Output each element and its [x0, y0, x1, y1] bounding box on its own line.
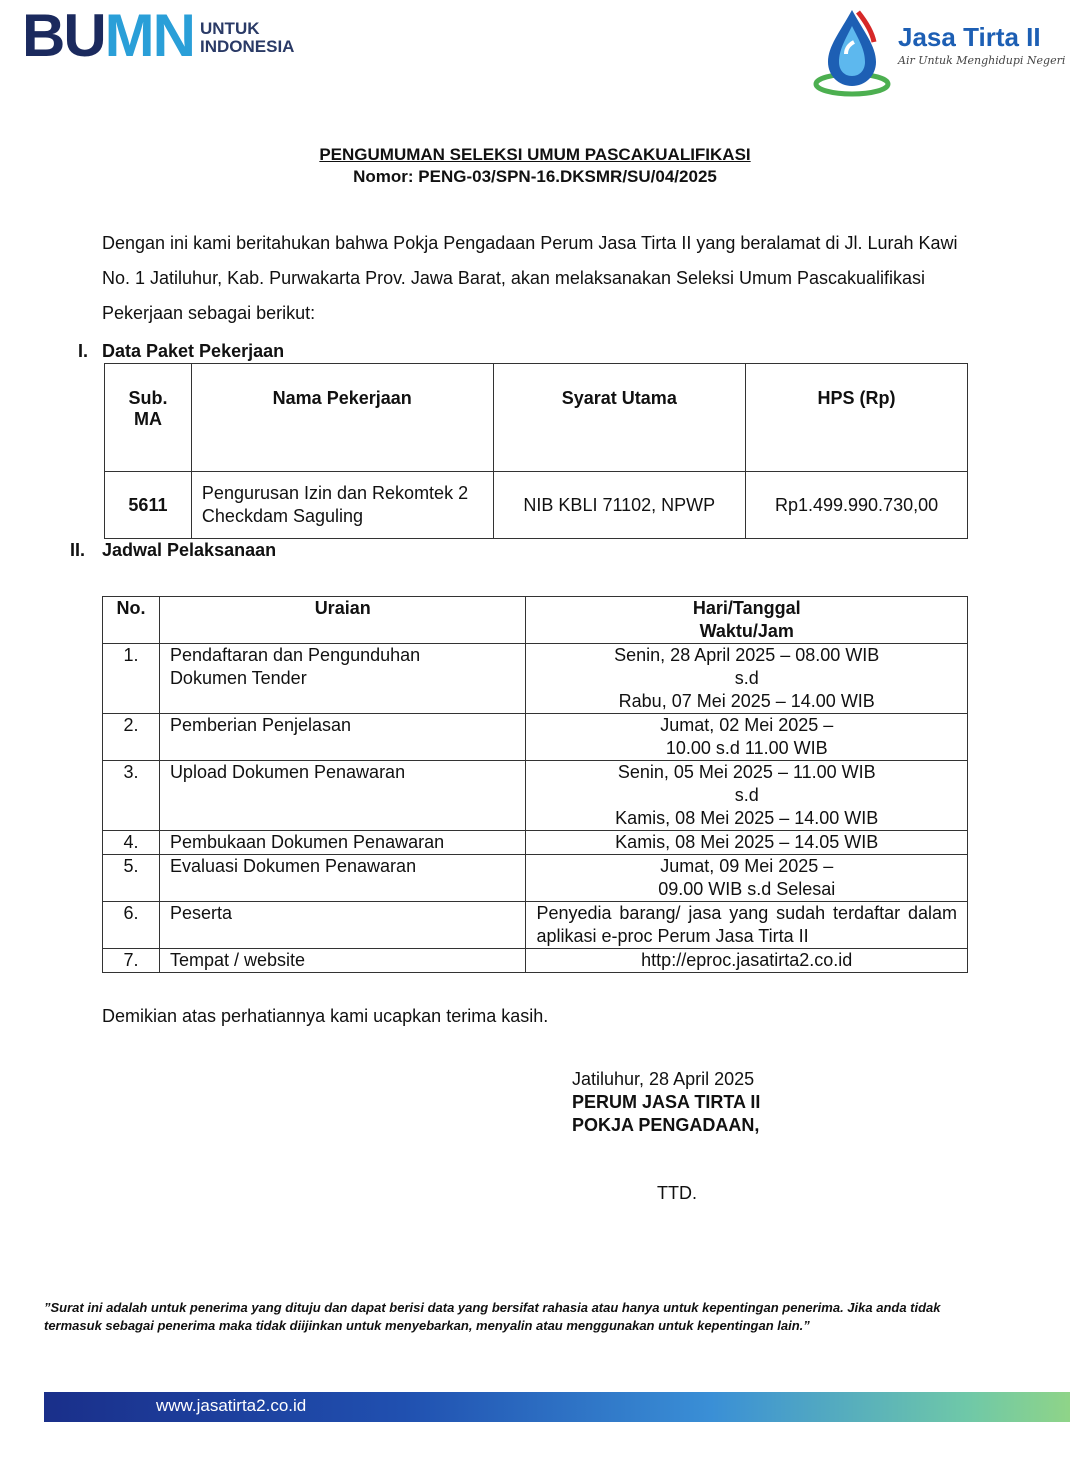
bumn-sub-line2: INDONESIA: [200, 37, 295, 56]
signature-place-date: Jatiluhur, 28 April 2025: [572, 1069, 755, 1089]
jadwal-waktu-line: Kamis, 08 Mei 2025 – 14.05 WIB: [615, 832, 879, 852]
document-number: Nomor: PENG-03/SPN-16.DKSMR/SU/04/2025: [353, 167, 717, 186]
jadwal-waktu: [526, 644, 968, 714]
jadwal-row: [103, 902, 968, 949]
disclaimer: ”Surat ini adalah untuk penerima yang dituju dan dapat berisi data yang bersifat rahasia atau hanya untuk kepentingan penerima. Jika anda tidak termasuk sebagai penerima maka tidak diijinkan untuk menyebarkan, menyalin atau menggunakan untuk kepentingan lain.”: [44, 1300, 941, 1333]
jadwal-uraian: Pembukaan Dokumen Penawaran: [159, 831, 526, 855]
intro-paragraph: Dengan ini kami beritahukan bahwa Pokja Pengadaan Perum Jasa Tirta II yang beralamat di Jl. Lurah Kawi No. 1 Jatiluhur, Kab. Purwakarta Prov. Jawa Barat, akan melaksanakan Seleksi Umum Pascakualifikasi Pekerjaan sebagai berikut:: [102, 233, 958, 323]
section2-number: II.: [70, 540, 86, 560]
paket-header-hps: HPS (Rp): [746, 364, 968, 472]
jadwal-waktu-line: 09.00 WIB s.d Selesai: [658, 879, 836, 899]
jadwal-header-row: [103, 597, 968, 644]
paket-hps: Rp1.499.990.730,00: [746, 472, 968, 539]
bumn-logo: [22, 2, 322, 69]
jadwal-row: [103, 855, 968, 902]
jadwal-no: 4.: [103, 831, 160, 855]
paket-sub-ma: 5611: [105, 472, 192, 539]
paket-header-nama: Nama Pekerjaan: [191, 364, 493, 472]
water-drop-icon: [810, 4, 894, 100]
jadwal-waktu-line: Penyedia barang/ jasa yang sudah terdaftar dalam aplikasi e-proc Perum Jasa Tirta II: [536, 903, 957, 946]
jadwal-row: [103, 831, 968, 855]
jadwal-waktu-line: Jumat, 02 Mei 2025 –: [660, 715, 834, 735]
jadwal-header-no: No.: [103, 597, 160, 644]
signature-org2: POKJA PENGADAAN,: [572, 1115, 760, 1135]
jadwal-waktu: [526, 902, 968, 949]
jadwal-waktu-line: Kamis, 08 Mei 2025 – 14.00 WIB: [615, 808, 879, 828]
jadwal-table: [102, 596, 968, 973]
jadwal-no: 5.: [103, 855, 160, 902]
signature-ttd: TTD.: [657, 1183, 697, 1203]
document-title: PENGUMUMAN SELEKSI UMUM PASCAKUALIFIKASI: [319, 145, 751, 164]
jadwal-row: [103, 644, 968, 714]
paket-table: [104, 363, 968, 539]
jadwal-no: 7.: [103, 949, 160, 973]
jasa-tirta-name: Jasa Tirta II: [898, 22, 1041, 52]
jadwal-no: 1.: [103, 644, 160, 714]
jadwal-row: [103, 714, 968, 761]
jadwal-waktu-line: 10.00 s.d 11.00 WIB: [665, 738, 828, 758]
bumn-subtitle: [200, 20, 294, 56]
signature-org1: PERUM JASA TIRTA II: [572, 1092, 761, 1112]
jasa-tirta-tagline: Air Untuk Menghidupi Negeri: [898, 54, 1066, 67]
jadwal-waktu-line: s.d: [734, 668, 759, 688]
jadwal-uraian: Tempat / website: [159, 949, 526, 973]
jadwal-waktu-line: http://eproc.jasatirta2.co.id: [641, 950, 853, 970]
jadwal-uraian: Pemberian Penjelasan: [159, 714, 526, 761]
jadwal-waktu: [526, 831, 968, 855]
section1-number: I.: [78, 341, 89, 361]
paket-row: [105, 472, 968, 539]
jadwal-waktu: [526, 855, 968, 902]
jadwal-no: 3.: [103, 761, 160, 831]
jadwal-no: 2.: [103, 714, 160, 761]
paket-header-row: [105, 364, 968, 472]
jadwal-waktu-line: Jumat, 09 Mei 2025 –: [660, 856, 834, 876]
bumn-wordmark: BUMN: [22, 2, 194, 69]
section1-title: Data Paket Pekerjaan: [102, 341, 285, 361]
jadwal-waktu-line: Senin, 05 Mei 2025 – 11.00 WIB: [617, 762, 876, 782]
paket-header-submа: Sub. MA: [105, 364, 192, 472]
closing-text: Demikian atas perhatiannya kami ucapkan terima kasih.: [102, 1006, 549, 1026]
jadwal-waktu: [526, 714, 968, 761]
jasa-tirta-logo: [810, 4, 1065, 100]
bumn-sub-line1: UNTUK: [200, 19, 260, 38]
signature-block: [572, 1068, 760, 1137]
paket-header-syarat: Syarat Utama: [493, 364, 746, 472]
jadwal-uraian: Upload Dokumen Penawaran: [159, 761, 526, 831]
footer-bar: [44, 1392, 1070, 1422]
jadwal-no: 6.: [103, 902, 160, 949]
jadwal-waktu-line: Rabu, 07 Mei 2025 – 14.00 WIB: [618, 691, 875, 711]
paket-syarat: NIB KBLI 71102, NPWP: [493, 472, 746, 539]
jadwal-waktu: [526, 761, 968, 831]
jadwal-waktu-line: Senin, 28 April 2025 – 08.00 WIB: [614, 645, 880, 665]
jadwal-row: [103, 761, 968, 831]
footer-url-link[interactable]: www.jasatirta2.co.id: [156, 1396, 307, 1415]
jadwal-uraian: Peserta: [159, 902, 526, 949]
jadwal-header-uraian: Uraian: [159, 597, 526, 644]
jadwal-uraian: Evaluasi Dokumen Penawaran: [159, 855, 526, 902]
section2-title: Jadwal Pelaksanaan: [102, 540, 277, 560]
jadwal-waktu-line: s.d: [734, 785, 759, 805]
jadwal-header-waktu: Hari/Tanggal Waktu/Jam: [526, 597, 968, 644]
paket-nama: Pengurusan Izin dan Rekomtek 2 Checkdam Saguling: [191, 472, 493, 539]
jadwal-waktu[interactable]: [526, 949, 968, 973]
jadwal-row: [103, 949, 968, 973]
jadwal-uraian: Pendaftaran dan Pengunduhan Dokumen Tender: [159, 644, 526, 714]
